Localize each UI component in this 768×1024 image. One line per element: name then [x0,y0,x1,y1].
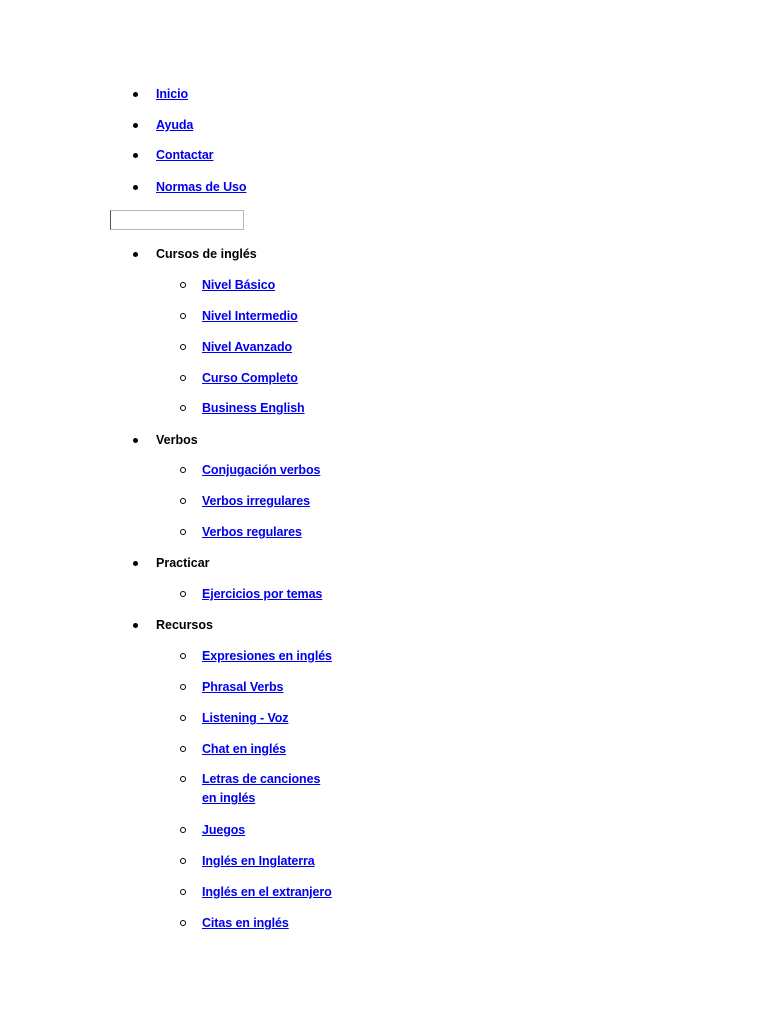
link-nivel-intermedio[interactable]: Nivel Intermedio [202,309,298,323]
link-juegos[interactable]: Juegos [202,823,246,837]
circle-bullet-icon [180,889,186,895]
link-expresiones-en-ingles[interactable]: Expresiones en inglés [202,649,332,663]
link-phrasal-verbs[interactable]: Phrasal Verbs [202,680,284,694]
disc-bullet-icon [133,438,138,443]
search-input[interactable] [110,210,244,230]
circle-bullet-icon [180,498,186,504]
nav-link-normas-de-uso[interactable]: Normas de Uso [156,180,247,194]
section-heading: Verbos [156,433,198,447]
disc-bullet-icon [133,123,138,128]
disc-bullet-icon [133,252,138,257]
link-conjugacion-verbos[interactable]: Conjugación verbos [202,463,321,477]
section-heading: Practicar [156,556,210,570]
disc-bullet-icon [133,153,138,158]
circle-bullet-icon [180,858,186,864]
circle-bullet-icon [180,529,186,535]
circle-bullet-icon [180,715,186,721]
circle-bullet-icon [180,313,186,319]
circle-bullet-icon [180,653,186,659]
link-verbos-irregulares[interactable]: Verbos irregulares [202,494,310,508]
link-ingles-en-inglaterra[interactable]: Inglés en Inglaterra [202,854,315,868]
disc-bullet-icon [133,623,138,628]
nav-link-ayuda[interactable]: Ayuda [156,118,194,132]
section-heading: Cursos de inglés [156,247,257,261]
circle-bullet-icon [180,375,186,381]
link-listening-voz[interactable]: Listening - Voz [202,711,289,725]
link-nivel-basico[interactable]: Nivel Básico [202,278,276,292]
circle-bullet-icon [180,827,186,833]
circle-bullet-icon [180,684,186,690]
circle-bullet-icon [180,405,186,411]
circle-bullet-icon [180,591,186,597]
circle-bullet-icon [180,776,186,782]
link-letras-de-canciones[interactable]: Letras de canciones en inglés [202,772,321,805]
link-ingles-en-el-extranjero[interactable]: Inglés en el extranjero [202,885,332,899]
circle-bullet-icon [180,282,186,288]
link-citas-en-ingles[interactable]: Citas en inglés [202,916,289,930]
circle-bullet-icon [180,344,186,350]
link-nivel-avanzado[interactable]: Nivel Avanzado [202,340,293,354]
link-business-english[interactable]: Business English [202,401,305,415]
link-verbos-regulares[interactable]: Verbos regulares [202,525,302,539]
section-heading: Recursos [156,618,213,632]
disc-bullet-icon [133,185,138,190]
circle-bullet-icon [180,467,186,473]
link-curso-completo[interactable]: Curso Completo [202,371,298,385]
circle-bullet-icon [180,920,186,926]
nav-link-inicio[interactable]: Inicio [156,87,189,101]
circle-bullet-icon [180,746,186,752]
disc-bullet-icon [133,561,138,566]
nav-link-contactar[interactable]: Contactar [156,148,214,162]
disc-bullet-icon [133,92,138,97]
link-ejercicios-por-temas[interactable]: Ejercicios por temas [202,587,323,601]
link-chat-en-ingles[interactable]: Chat en inglés [202,742,287,756]
